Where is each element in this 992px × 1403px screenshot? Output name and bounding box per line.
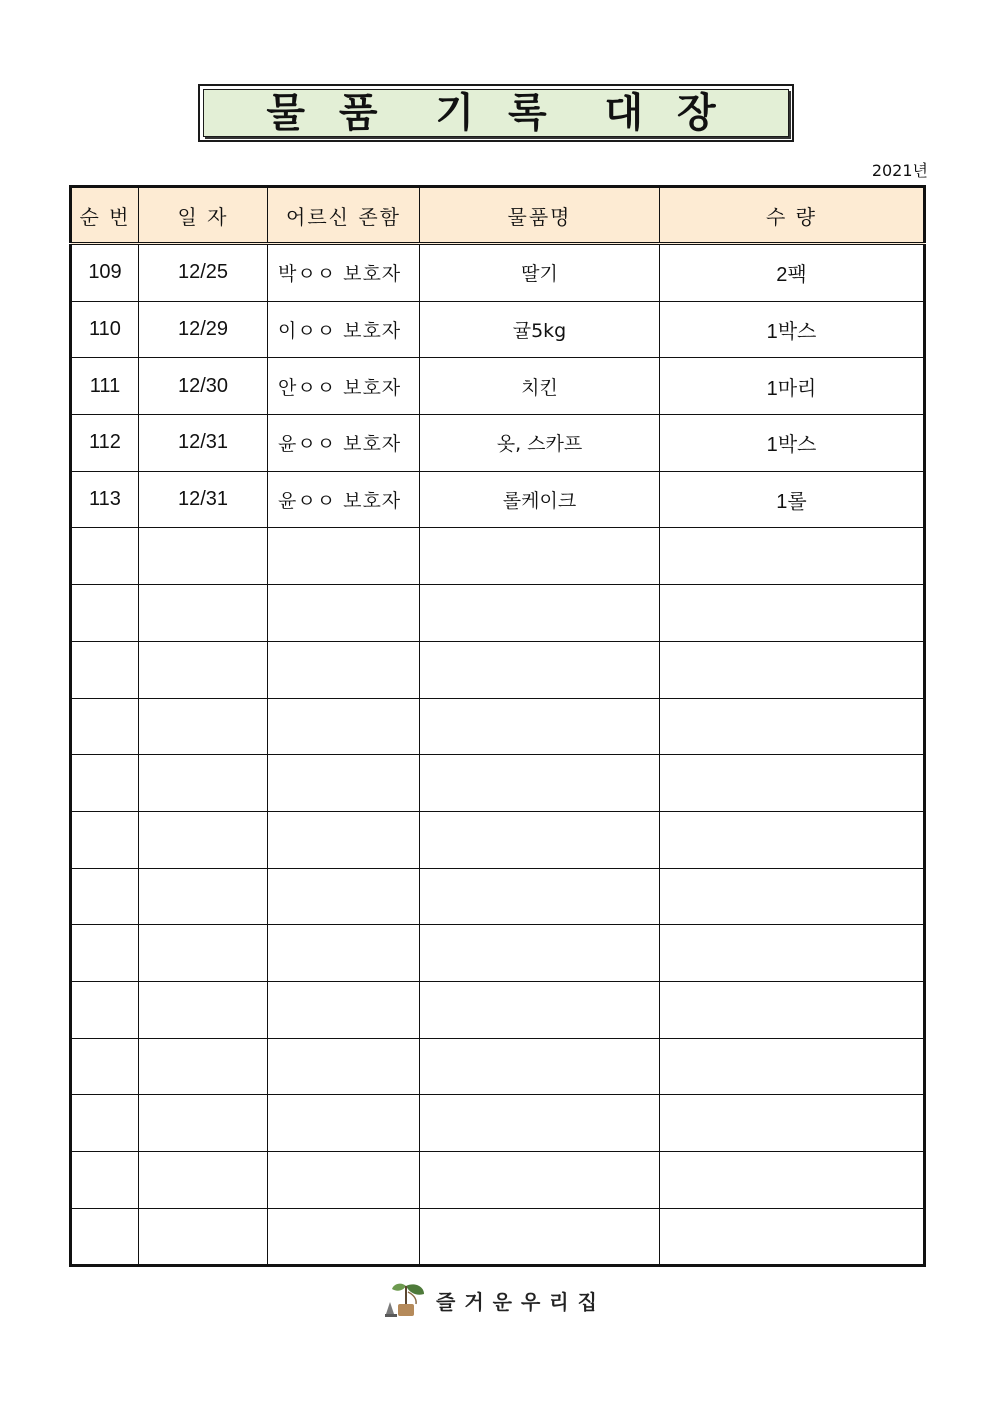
- table-row: [71, 1038, 925, 1095]
- cell-item-name: [420, 868, 660, 925]
- cell-quantity: 2팩: [660, 244, 925, 302]
- title-box: [198, 84, 794, 142]
- cell-quantity: [660, 641, 925, 698]
- donation-ledger-table: [69, 185, 926, 1267]
- footer-brand-text: 즐거운우리집: [436, 1289, 606, 1314]
- cell-number: [71, 698, 139, 755]
- table-row: [71, 471, 925, 528]
- cell-item-name: 옷, 스카프: [420, 415, 660, 472]
- cell-item-name: [420, 755, 660, 812]
- table-row: [71, 528, 925, 585]
- header-number: 순 번: [71, 187, 139, 244]
- cell-quantity: [660, 1208, 925, 1266]
- table-row: [71, 981, 925, 1038]
- cell-number: [71, 811, 139, 868]
- ledger-body: [71, 244, 925, 1266]
- cell-quantity: [660, 811, 925, 868]
- cell-item-name: [420, 811, 660, 868]
- cell-date: [139, 811, 268, 868]
- cell-elder-name: 안ㅇㅇ 보호자: [268, 358, 420, 415]
- header-row: [71, 187, 925, 244]
- cell-date: 12/29: [139, 301, 268, 358]
- cell-number: [71, 1208, 139, 1266]
- footer: [384, 1280, 606, 1320]
- plant-pot-icon: [384, 1280, 430, 1320]
- cell-item-name: [420, 698, 660, 755]
- cell-elder-name: [268, 1152, 420, 1209]
- table-row: [71, 301, 925, 358]
- cell-date: [139, 1038, 268, 1095]
- cell-elder-name: 윤ㅇㅇ 보호자: [268, 415, 420, 472]
- cell-item-name: 롤케이크: [420, 471, 660, 528]
- cell-number: 112: [71, 415, 139, 472]
- cell-item-name: [420, 1095, 660, 1152]
- title-panel: [203, 89, 789, 137]
- cell-number: [71, 1152, 139, 1209]
- table-row: [71, 585, 925, 642]
- header-quantity: 수 량: [660, 187, 925, 244]
- cell-date: [139, 868, 268, 925]
- header-elder-name: 어르신 존함: [268, 187, 420, 244]
- cell-item-name: [420, 1038, 660, 1095]
- cell-elder-name: 이ㅇㅇ 보호자: [268, 301, 420, 358]
- cell-number: [71, 755, 139, 812]
- cell-elder-name: [268, 1208, 420, 1266]
- cell-elder-name: [268, 981, 420, 1038]
- cell-number: [71, 641, 139, 698]
- cell-quantity: 1롤: [660, 471, 925, 528]
- cell-item-name: 딸기: [420, 244, 660, 302]
- cell-number: [71, 868, 139, 925]
- table-row: [71, 1208, 925, 1266]
- cell-item-name: 귤5kg: [420, 301, 660, 358]
- cell-elder-name: [268, 868, 420, 925]
- cell-date: [139, 755, 268, 812]
- cell-date: 12/30: [139, 358, 268, 415]
- cell-quantity: [660, 698, 925, 755]
- cell-quantity: [660, 981, 925, 1038]
- cell-quantity: [660, 755, 925, 812]
- cell-elder-name: [268, 925, 420, 982]
- cell-date: [139, 981, 268, 1038]
- table-row: [71, 244, 925, 302]
- cell-date: [139, 925, 268, 982]
- cell-elder-name: [268, 1095, 420, 1152]
- cell-date: 12/25: [139, 244, 268, 302]
- cell-elder-name: [268, 528, 420, 585]
- cell-elder-name: [268, 755, 420, 812]
- table-row: [71, 415, 925, 472]
- cell-elder-name: 박ㅇㅇ 보호자: [268, 244, 420, 302]
- table-row: [71, 811, 925, 868]
- cell-item-name: [420, 641, 660, 698]
- cell-item-name: 치킨: [420, 358, 660, 415]
- page-title: 물 품 기 록 대 장: [266, 90, 726, 136]
- cell-quantity: 1마리: [660, 358, 925, 415]
- cell-quantity: [660, 868, 925, 925]
- cell-quantity: [660, 925, 925, 982]
- cell-date: [139, 585, 268, 642]
- table-row: [71, 641, 925, 698]
- table-row: [71, 1095, 925, 1152]
- cell-date: 12/31: [139, 471, 268, 528]
- cell-item-name: [420, 528, 660, 585]
- cell-date: [139, 1152, 268, 1209]
- cell-quantity: [660, 528, 925, 585]
- cell-elder-name: [268, 585, 420, 642]
- cell-elder-name: [268, 641, 420, 698]
- cell-number: [71, 925, 139, 982]
- cell-number: 110: [71, 301, 139, 358]
- header-date: 일 자: [139, 187, 268, 244]
- year-label: 2021년: [871, 161, 928, 180]
- cell-date: [139, 1095, 268, 1152]
- cell-item-name: [420, 585, 660, 642]
- cell-quantity: [660, 1095, 925, 1152]
- cell-date: [139, 528, 268, 585]
- table-row: [71, 868, 925, 925]
- cell-item-name: [420, 981, 660, 1038]
- cell-date: [139, 641, 268, 698]
- cell-number: 111: [71, 358, 139, 415]
- cell-quantity: [660, 1038, 925, 1095]
- cell-number: 113: [71, 471, 139, 528]
- table-row: [71, 358, 925, 415]
- cell-number: [71, 981, 139, 1038]
- table-row: [71, 925, 925, 982]
- cell-quantity: [660, 585, 925, 642]
- cell-item-name: [420, 925, 660, 982]
- cell-elder-name: [268, 1038, 420, 1095]
- cell-number: [71, 1038, 139, 1095]
- cell-item-name: [420, 1152, 660, 1209]
- table-row: [71, 755, 925, 812]
- cell-number: [71, 1095, 139, 1152]
- cell-quantity: 1박스: [660, 415, 925, 472]
- cell-number: [71, 528, 139, 585]
- cell-elder-name: [268, 811, 420, 868]
- header-item-name: 물품명: [420, 187, 660, 244]
- cell-date: [139, 698, 268, 755]
- cell-quantity: [660, 1152, 925, 1209]
- cell-date: [139, 1208, 268, 1266]
- cell-item-name: [420, 1208, 660, 1266]
- cell-number: [71, 585, 139, 642]
- cell-quantity: 1박스: [660, 301, 925, 358]
- cell-elder-name: [268, 698, 420, 755]
- cell-date: 12/31: [139, 415, 268, 472]
- cell-elder-name: 윤ㅇㅇ 보호자: [268, 471, 420, 528]
- table-row: [71, 698, 925, 755]
- table-row: [71, 1152, 925, 1209]
- cell-number: 109: [71, 244, 139, 302]
